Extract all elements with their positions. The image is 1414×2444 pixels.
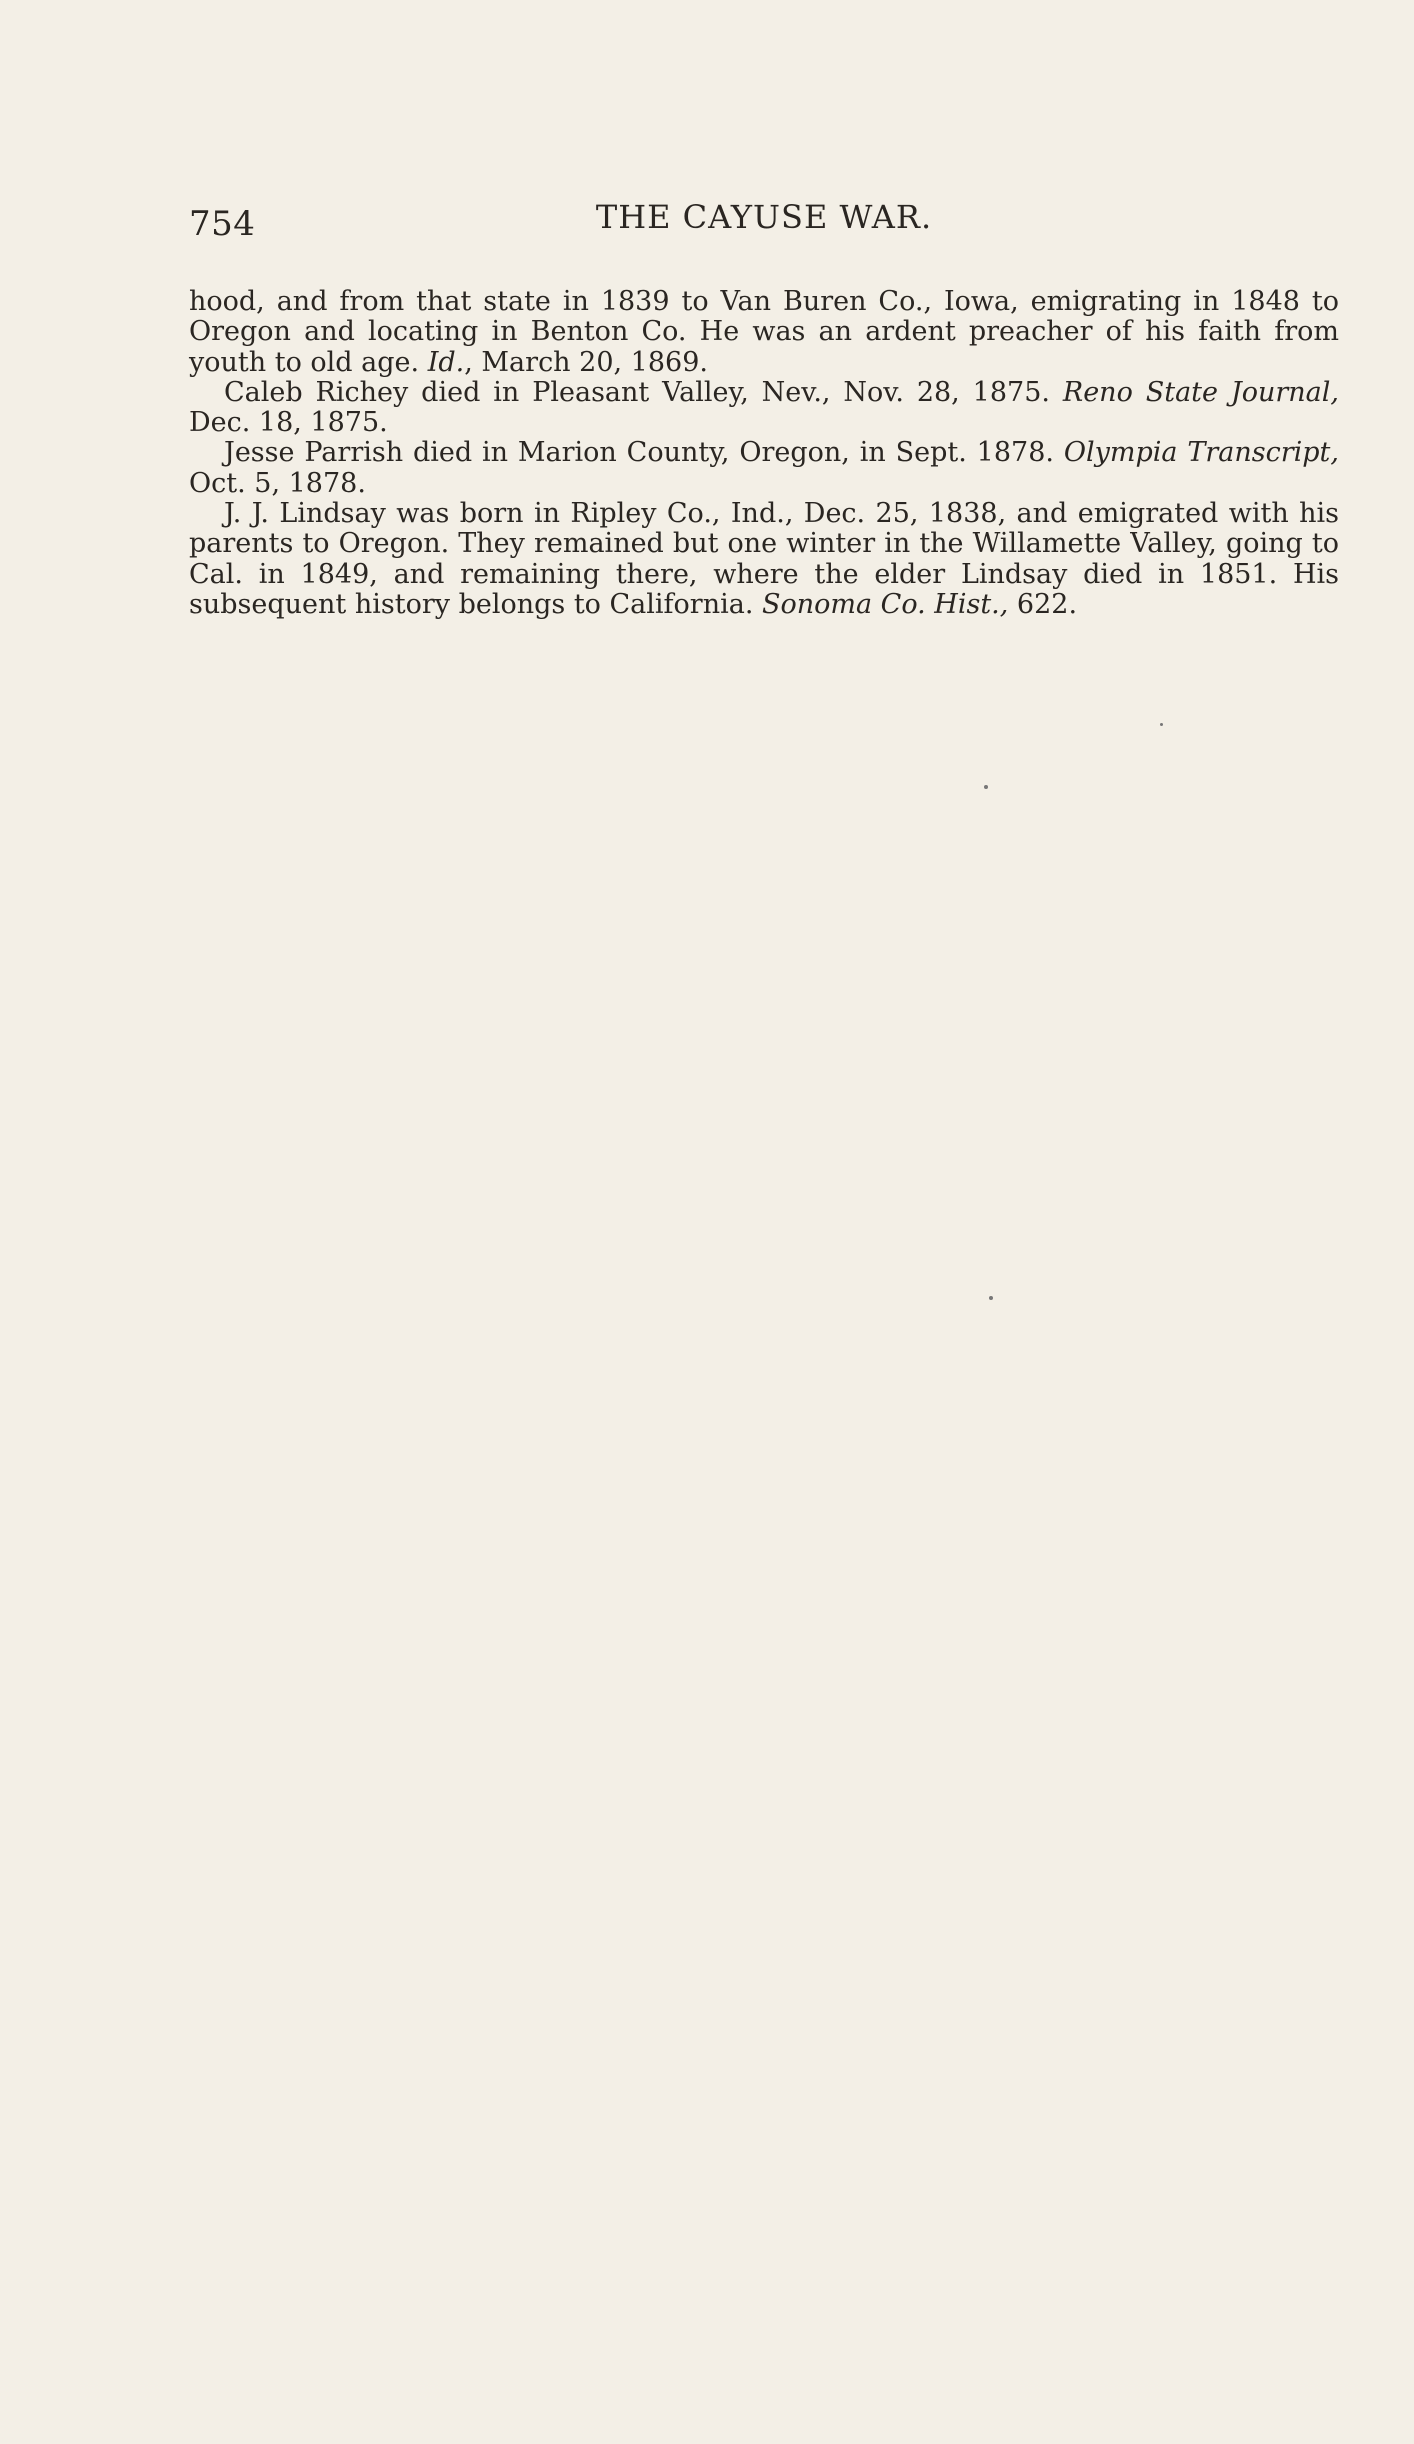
note-paragraph [189, 378, 1339, 439]
paper-speck [1160, 723, 1163, 726]
note-paragraph [189, 499, 1339, 620]
note-text-block [189, 287, 1339, 620]
citation-italic: Reno State Journal, [1062, 376, 1339, 408]
running-head [189, 198, 1339, 248]
citation-italic: Id. [427, 346, 465, 378]
page-number: 754 [189, 204, 256, 244]
text-segment: Oct. 5, 1878. [189, 467, 366, 499]
text-segment: Caleb Richey died in Pleasant Valley, Nev., Nov. 28, 1875. [224, 376, 1063, 408]
citation-italic: Sonoma Co. Hist., [762, 588, 1009, 620]
text-segment: Jesse Parrish died in Marion County, Oregon, in Sept. 1878. [224, 437, 1064, 469]
text-segment: 622. [1008, 588, 1078, 620]
text-segment: hood, and from that state in 1839 to Van Buren Co., Iowa, emigrating in 1848 to Oregon and locating in Benton Co. He was an ardent preacher of his faith from youth to old age. [189, 286, 1339, 378]
note-paragraph [189, 287, 1339, 378]
text-segment: Dec. 18, 1875. [189, 407, 388, 439]
text-segment: J. J. Lindsay was born in Ripley Co., Ind., Dec. 25, 1838, and emigrated with his parents to Oregon. They remained but one winter in the Willamette Valley, going to Cal. in 1849, and remaining there, where the elder Lindsay died in 1851. His subsequent history belongs to California. [189, 498, 1339, 620]
note-paragraph [189, 438, 1339, 499]
text-segment: , March 20, 1869. [464, 346, 708, 378]
citation-italic: Olympia Transcript, [1063, 437, 1339, 469]
paper-speck [984, 785, 988, 789]
paper-speck [989, 1296, 993, 1300]
running-title: THE CAYUSE WAR. [595, 198, 933, 236]
